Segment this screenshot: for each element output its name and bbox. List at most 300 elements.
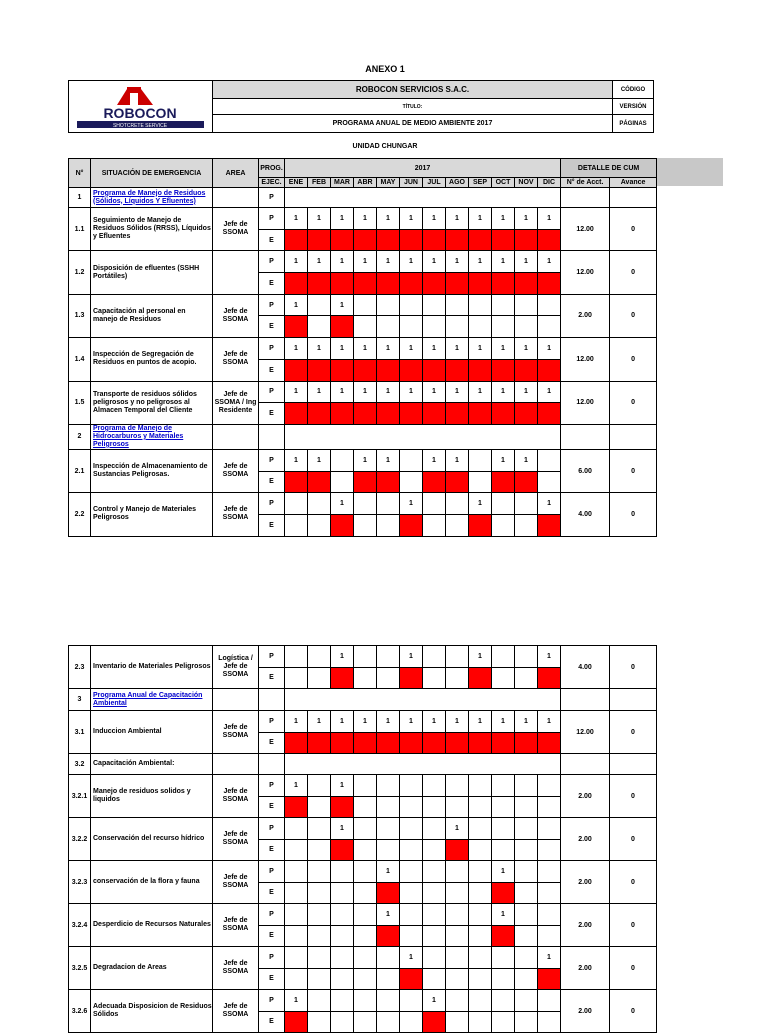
executed-cell-filled — [469, 667, 492, 689]
executed-cell-filled — [377, 925, 400, 947]
planned-cell: 1 — [331, 251, 354, 273]
month-header: OCT — [492, 178, 515, 188]
executed-cell — [515, 316, 538, 338]
planned-cell: 1 — [492, 904, 515, 926]
planned-cell: 1 — [285, 449, 308, 471]
executed-cell — [515, 1011, 538, 1033]
activity-row-planned — [69, 251, 657, 273]
section-number: 3 — [69, 689, 91, 711]
activity-description: Transporte de residuos sólidos peligrosos y no peligrosos al Almacen Temporal del Cliente — [91, 381, 213, 424]
company-name: ROBOCON SERVICIOS S.A.C. — [212, 80, 613, 99]
executed-cell — [469, 796, 492, 818]
planned-cell: 1 — [308, 381, 331, 403]
planned-cell: 1 — [515, 711, 538, 733]
logo-text: ROBOCON — [103, 105, 177, 121]
activity-area — [213, 251, 259, 294]
executed-cell-filled — [400, 732, 423, 754]
executed-cell-filled — [400, 403, 423, 425]
activity-description: Conservación del recurso hídrico — [91, 818, 213, 861]
planned-cell: 1 — [400, 947, 423, 969]
planned-cell — [469, 990, 492, 1012]
planned-cell — [354, 294, 377, 316]
executed-cell — [377, 839, 400, 861]
activity-description: Induccion Ambiental — [91, 711, 213, 754]
executed-cell-filled — [538, 359, 561, 381]
planned-cell — [331, 904, 354, 926]
planned-label: P — [259, 947, 285, 969]
executed-cell-filled — [446, 229, 469, 251]
activity-description: Desperdicio de Recursos Naturales — [91, 904, 213, 947]
planned-cell — [285, 493, 308, 515]
executed-cell-filled — [331, 839, 354, 861]
activity-area: Jefe de SSOMA — [213, 775, 259, 818]
executed-cell — [538, 839, 561, 861]
planned-cell — [515, 775, 538, 797]
executed-cell-filled — [423, 732, 446, 754]
subsection-months — [285, 754, 561, 775]
planned-cell: 1 — [446, 818, 469, 840]
activity-area: Jefe de SSOMA — [213, 294, 259, 337]
activity-number: 2.1 — [69, 449, 91, 492]
planned-label: P — [259, 904, 285, 926]
planned-cell — [492, 646, 515, 668]
executed-cell — [400, 316, 423, 338]
executed-cell-filled — [469, 359, 492, 381]
executed-cell — [423, 839, 446, 861]
executed-cell — [423, 925, 446, 947]
planned-cell: 1 — [446, 208, 469, 230]
activity-description: conservación de la flora y fauna — [91, 861, 213, 904]
executed-cell — [377, 1011, 400, 1033]
activity-row-planned — [69, 294, 657, 316]
executed-cell — [469, 316, 492, 338]
planned-cell — [377, 493, 400, 515]
executed-cell-filled — [285, 229, 308, 251]
executed-cell-filled — [538, 229, 561, 251]
title-label: TÍTULO: — [212, 98, 613, 115]
activity-number: 3.2.6 — [69, 990, 91, 1033]
planned-cell: 1 — [469, 381, 492, 403]
section-avance — [610, 188, 657, 208]
planned-cell — [446, 990, 469, 1012]
executed-cell-filled — [308, 359, 331, 381]
activity-description: Seguimiento de Manejo de Residuos Sólidos (RRSS), Líquidos y Efluentes — [91, 208, 213, 251]
planned-cell — [285, 646, 308, 668]
month-header: FEB — [308, 178, 331, 188]
planned-cell: 1 — [377, 338, 400, 360]
executed-cell — [308, 667, 331, 689]
executed-cell — [446, 925, 469, 947]
section-title: Programa de Manejo de Hidrocarburos y Materiales Peligrosos — [91, 424, 213, 449]
subsection-avance — [610, 754, 657, 775]
executed-cell-filled — [285, 732, 308, 754]
executed-cell — [400, 1011, 423, 1033]
planned-label: P — [259, 251, 285, 273]
executed-cell-filled — [446, 359, 469, 381]
section-months — [285, 689, 561, 711]
executed-cell — [354, 796, 377, 818]
activity-area: Jefe de SSOMA — [213, 904, 259, 947]
executed-cell-filled — [331, 732, 354, 754]
planned-cell — [400, 818, 423, 840]
activity-description: Control y Manejo de Materiales Peligrosos — [91, 493, 213, 536]
month-header: DIC — [538, 178, 561, 188]
planned-cell — [469, 818, 492, 840]
planned-cell — [308, 947, 331, 969]
planned-cell: 1 — [331, 208, 354, 230]
planned-cell: 1 — [308, 711, 331, 733]
planned-cell — [400, 449, 423, 471]
executed-cell — [308, 882, 331, 904]
planned-cell: 1 — [423, 990, 446, 1012]
executed-cell — [538, 316, 561, 338]
planned-cell: 1 — [400, 493, 423, 515]
header-overflow — [652, 158, 723, 186]
executed-cell-filled — [285, 471, 308, 493]
executed-cell-filled — [538, 514, 561, 536]
planned-label: P — [259, 294, 285, 316]
planned-cell: 1 — [354, 338, 377, 360]
planned-cell: 1 — [285, 208, 308, 230]
paginas-label: PÁGINAS — [612, 114, 654, 133]
executed-cell-filled — [515, 229, 538, 251]
activity-avance: 0 — [610, 818, 657, 861]
executed-cell — [285, 667, 308, 689]
planned-cell — [423, 646, 446, 668]
activity-avance: 0 — [610, 904, 657, 947]
planned-cell: 1 — [469, 338, 492, 360]
executed-cell-filled — [285, 359, 308, 381]
executed-cell — [538, 882, 561, 904]
planned-cell — [515, 294, 538, 316]
planned-cell: 1 — [538, 493, 561, 515]
planned-label: P — [259, 861, 285, 883]
executed-cell-filled — [538, 273, 561, 295]
planned-cell — [354, 775, 377, 797]
section-acct — [561, 188, 610, 208]
activity-number: 1.5 — [69, 381, 91, 424]
activity-number: 3.2.2 — [69, 818, 91, 861]
executed-cell — [285, 839, 308, 861]
planned-cell — [285, 904, 308, 926]
executed-cell-filled — [285, 316, 308, 338]
planned-cell — [492, 947, 515, 969]
activity-area: Logística / Jefe de SSOMA — [213, 646, 259, 689]
planned-cell: 1 — [377, 251, 400, 273]
section-number: 2 — [69, 424, 91, 449]
activity-description: Manejo de residuos solidos y liquidos — [91, 775, 213, 818]
planned-cell — [377, 646, 400, 668]
planned-cell: 1 — [538, 251, 561, 273]
planned-cell — [308, 493, 331, 515]
executed-cell-filled — [354, 732, 377, 754]
month-header: SEP — [469, 178, 492, 188]
planned-cell — [308, 861, 331, 883]
planned-cell: 1 — [492, 711, 515, 733]
planned-cell — [400, 861, 423, 883]
section-acct — [561, 424, 610, 449]
activity-area: Jefe de SSOMA / Ing Residente — [213, 381, 259, 424]
section-area — [213, 689, 259, 711]
executed-cell-filled — [377, 273, 400, 295]
activity-description: Disposición de efluentes (SSHH Portátiles) — [91, 251, 213, 294]
version-label: VERSIÓN — [612, 98, 654, 115]
executed-cell-filled — [446, 839, 469, 861]
planned-cell — [492, 818, 515, 840]
planned-cell: 1 — [331, 775, 354, 797]
section-months — [285, 188, 561, 208]
executed-cell — [377, 316, 400, 338]
planned-cell: 1 — [469, 208, 492, 230]
planned-cell: 1 — [423, 711, 446, 733]
planned-cell — [331, 861, 354, 883]
executed-cell-filled — [285, 796, 308, 818]
activity-acct: 4.00 — [561, 493, 610, 536]
planned-cell — [423, 775, 446, 797]
planned-cell: 1 — [331, 493, 354, 515]
planned-cell — [515, 904, 538, 926]
planned-cell — [423, 861, 446, 883]
planned-cell — [446, 904, 469, 926]
planned-cell — [515, 861, 538, 883]
executed-cell-filled — [446, 732, 469, 754]
schedule-table-1 — [68, 158, 657, 537]
planned-cell — [446, 646, 469, 668]
section-avance — [610, 424, 657, 449]
activity-row-planned — [69, 381, 657, 403]
activity-avance: 0 — [610, 947, 657, 990]
planned-cell — [354, 904, 377, 926]
executed-cell-filled — [492, 273, 515, 295]
executed-cell — [538, 1011, 561, 1033]
activity-description: Inventario de Materiales Peligrosos — [91, 646, 213, 689]
month-header: JUN — [400, 178, 423, 188]
executed-cell — [308, 316, 331, 338]
activity-row-planned — [69, 493, 657, 515]
activity-description: Adecuada Disposicion de Residuos Sólidos — [91, 990, 213, 1033]
activity-number: 1.1 — [69, 208, 91, 251]
activity-avance: 0 — [610, 711, 657, 754]
month-header: JUL — [423, 178, 446, 188]
planned-cell — [469, 904, 492, 926]
planned-cell: 1 — [354, 711, 377, 733]
activity-area: Jefe de SSOMA — [213, 208, 259, 251]
planned-cell: 1 — [469, 646, 492, 668]
section-title: Programa de Manejo de Residuos (Sólidos, Líquidos Y Efluentes) — [91, 188, 213, 208]
month-header: MAY — [377, 178, 400, 188]
executed-cell-filled — [377, 732, 400, 754]
planned-cell: 1 — [400, 208, 423, 230]
executed-cell — [538, 471, 561, 493]
executed-cell-filled — [423, 273, 446, 295]
planned-cell: 1 — [400, 711, 423, 733]
planned-cell: 1 — [538, 646, 561, 668]
planned-cell: 1 — [400, 381, 423, 403]
planned-cell — [308, 990, 331, 1012]
executed-cell-filled — [377, 229, 400, 251]
executed-cell — [538, 796, 561, 818]
col-header-detalle: DETALLE DE CUM — [561, 159, 657, 178]
activity-acct: 12.00 — [561, 251, 610, 294]
activity-acct: 12.00 — [561, 338, 610, 381]
executed-label: E — [259, 514, 285, 536]
planned-label: P — [259, 493, 285, 515]
planned-cell — [492, 493, 515, 515]
executed-cell — [492, 968, 515, 990]
planned-cell: 1 — [446, 711, 469, 733]
executed-cell-filled — [285, 1011, 308, 1033]
executed-cell — [423, 514, 446, 536]
activity-row-planned — [69, 449, 657, 471]
executed-cell — [538, 925, 561, 947]
activity-area: Jefe de SSOMA — [213, 338, 259, 381]
month-header: MAR — [331, 178, 354, 188]
planned-cell — [515, 990, 538, 1012]
planned-cell — [354, 861, 377, 883]
executed-cell-filled — [469, 403, 492, 425]
planned-cell: 1 — [285, 338, 308, 360]
planned-cell: 1 — [469, 251, 492, 273]
month-header: NOV — [515, 178, 538, 188]
executed-cell — [515, 968, 538, 990]
executed-cell-filled — [331, 316, 354, 338]
planned-cell: 1 — [331, 818, 354, 840]
activity-row-planned — [69, 711, 657, 733]
executed-cell-filled — [308, 471, 331, 493]
activity-acct: 12.00 — [561, 711, 610, 754]
planned-cell: 1 — [331, 646, 354, 668]
planned-cell — [515, 493, 538, 515]
planned-cell — [400, 904, 423, 926]
planned-label: P — [259, 381, 285, 403]
planned-cell: 1 — [285, 294, 308, 316]
month-header: ENE — [285, 178, 308, 188]
executed-cell — [492, 316, 515, 338]
executed-cell — [515, 882, 538, 904]
planned-cell — [538, 861, 561, 883]
executed-cell — [515, 796, 538, 818]
planned-cell: 1 — [492, 861, 515, 883]
planned-label: P — [259, 338, 285, 360]
planned-cell — [446, 775, 469, 797]
activity-avance: 0 — [610, 493, 657, 536]
col-header-year: 2017 — [285, 159, 561, 178]
executed-cell — [308, 514, 331, 536]
section-number: 1 — [69, 188, 91, 208]
executed-cell-filled — [400, 514, 423, 536]
planned-cell — [354, 818, 377, 840]
planned-cell: 1 — [515, 449, 538, 471]
executed-cell — [423, 667, 446, 689]
executed-cell-filled — [377, 359, 400, 381]
activity-acct: 2.00 — [561, 904, 610, 947]
planned-cell: 1 — [538, 381, 561, 403]
section-acct — [561, 689, 610, 711]
executed-label: E — [259, 667, 285, 689]
planned-cell — [400, 775, 423, 797]
planned-cell: 1 — [515, 208, 538, 230]
planned-cell: 1 — [285, 251, 308, 273]
planned-cell — [308, 775, 331, 797]
robocon-logo — [69, 81, 212, 132]
executed-cell-filled — [492, 471, 515, 493]
executed-cell — [446, 667, 469, 689]
executed-cell — [492, 667, 515, 689]
executed-cell-filled — [492, 403, 515, 425]
executed-cell-filled — [515, 273, 538, 295]
activity-number: 1.2 — [69, 251, 91, 294]
col-header-n: N° — [69, 159, 91, 188]
planned-cell: 1 — [446, 449, 469, 471]
logo-cell — [68, 80, 213, 133]
activity-description: Inspección de Segregación de Residuos en puntos de acopio. — [91, 338, 213, 381]
executed-cell — [423, 968, 446, 990]
col-header-prog: PROG. — [259, 159, 285, 178]
executed-cell-filled — [354, 403, 377, 425]
executed-cell — [492, 514, 515, 536]
executed-cell-filled — [354, 359, 377, 381]
executed-label: E — [259, 1011, 285, 1033]
executed-cell-filled — [469, 229, 492, 251]
planned-cell — [492, 990, 515, 1012]
planned-cell: 1 — [285, 381, 308, 403]
unit-title: UNIDAD CHUNGAR — [352, 142, 418, 150]
executed-label: E — [259, 732, 285, 754]
executed-cell-filled — [331, 403, 354, 425]
executed-cell-filled — [354, 229, 377, 251]
activity-row-planned — [69, 904, 657, 926]
planned-cell — [377, 990, 400, 1012]
activity-number: 3.1 — [69, 711, 91, 754]
planned-cell: 1 — [400, 251, 423, 273]
planned-cell: 1 — [354, 449, 377, 471]
executed-cell — [331, 882, 354, 904]
executed-cell — [492, 796, 515, 818]
executed-cell — [469, 471, 492, 493]
planned-cell: 1 — [538, 947, 561, 969]
planned-cell — [492, 294, 515, 316]
planned-cell: 1 — [515, 338, 538, 360]
executed-cell-filled — [308, 273, 331, 295]
activity-number: 3.2.5 — [69, 947, 91, 990]
planned-cell — [377, 947, 400, 969]
activity-number: 3.2.3 — [69, 861, 91, 904]
planned-cell: 1 — [331, 338, 354, 360]
planned-cell — [446, 294, 469, 316]
executed-cell-filled — [285, 403, 308, 425]
planned-cell: 1 — [492, 381, 515, 403]
planned-cell — [515, 646, 538, 668]
activity-avance: 0 — [610, 646, 657, 689]
planned-label: P — [259, 775, 285, 797]
logo-subtext: SHOTCRETE SERVICE — [112, 123, 168, 129]
executed-cell — [331, 925, 354, 947]
activity-area: Jefe de SSOMA — [213, 493, 259, 536]
executed-cell-filled — [492, 882, 515, 904]
planned-cell: 1 — [308, 208, 331, 230]
executed-cell-filled — [400, 229, 423, 251]
executed-cell — [400, 925, 423, 947]
executed-label: E — [259, 471, 285, 493]
planned-cell: 1 — [469, 493, 492, 515]
executed-cell — [354, 882, 377, 904]
executed-cell — [285, 925, 308, 947]
executed-cell — [515, 667, 538, 689]
planned-label: P — [259, 646, 285, 668]
executed-cell-filled — [515, 403, 538, 425]
planned-cell: 1 — [308, 338, 331, 360]
planned-cell: 1 — [285, 775, 308, 797]
